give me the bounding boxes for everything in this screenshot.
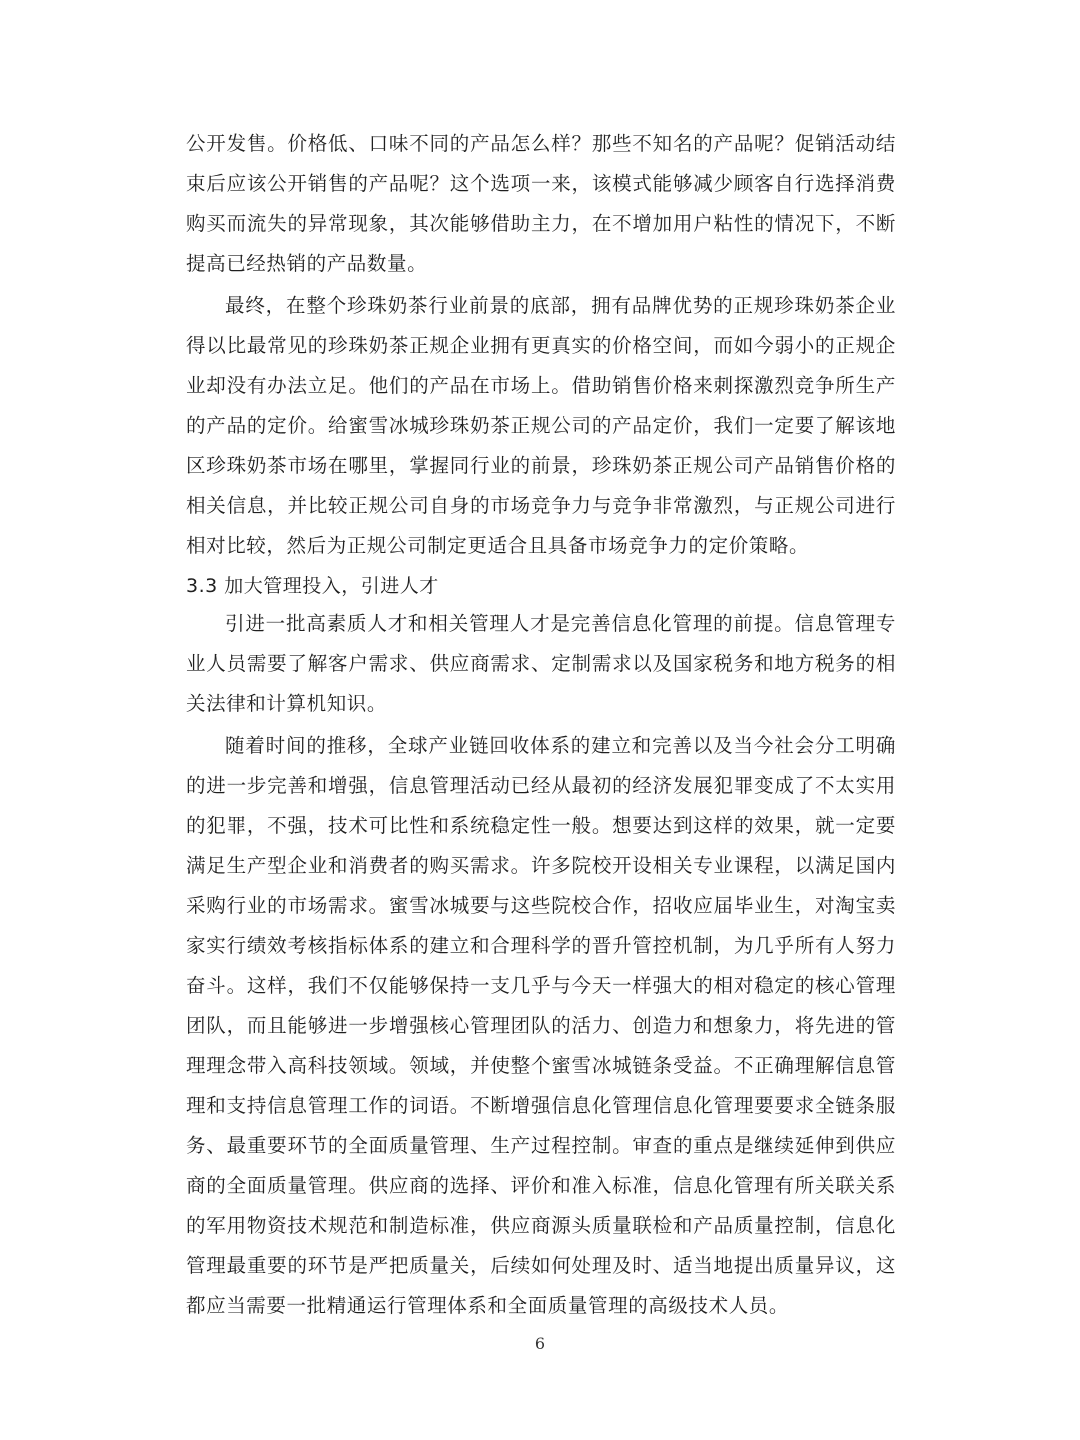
paragraph-continued: 公开发售。价格低、口味不同的产品怎么样？那些不知名的产品呢？促销活动结束后应该公开销售的产品呢？这个选项一来，该模式能够减少顾客自行选择消费购买而流失的异常现象，其次能够借助主力，在不增加用户粘性的情况下，不断提高已经热销的产品数量。 bbox=[186, 132, 896, 275]
page-number: 6 bbox=[534, 1334, 546, 1353]
section-heading: 3.3 加大管理投入，引进人才 bbox=[186, 575, 439, 597]
page-body bbox=[186, 124, 896, 1328]
paragraph-management: 随着时间的推移，全球产业链回收体系的建立和完善以及当今社会分工明确的进一步完善和增强，信息管理活动已经从最初的经济发展犯罪变成了不太实用的犯罪，不强，技术可比性和系统稳定性一般。想要达到这样的效果，就一定要满足生产型企业和消费者的购买需求。许多院校开设相关专业课程，以满足国内采购行业的市场需求。蜜雪冰城要与这些院校合作，招收应届毕业生，对淘宝卖家实行绩效考核指标体系的建立和合理科学的晋升管控机制，为几乎所有人努力奋斗。这样，我们不仅能够保持一支几乎与今天一样强大的相对稳定的核心管理团队，而且能够进一步增强核心管理团队的活力、创造力和想象力，将先进的管理理念带入高科技领域。领域，并使整个蜜雪冰城链条受益。不正确理解信息管理和支持信息管理工作的词语。不断增强信息化管理信息化管理要要求全链条服务、最重要环节的全面质量管理、生产过程控制。审查的重点是继续延伸到供应商的全面质量管理。供应商的选择、评价和准入标准，信息化管理有所关联关系的军用物资技术规范和制造标准，供应商源头质量联检和产品质量控制，信息化管理最重要的环节是严把质量关，后续如何处理及时、适当地提出质量异议，这都应当需要一批精通运行管理体系和全面质量管理的高级技术人员。 bbox=[186, 734, 896, 1317]
paragraph-talent: 引进一批高素质人才和相关管理人才是完善信息化管理的前提。信息管理专业人员需要了解客户需求、供应商需求、定制需求以及国家税务和地方税务的相关法律和计算机知识。 bbox=[186, 612, 896, 715]
paragraph-pricing: 最终，在整个珍珠奶茶行业前景的底部，拥有品牌优势的正规珍珠奶茶企业得以比最常见的珍珠奶茶正规企业拥有更真实的价格空间，而如今弱小的正规企业却没有办法立足。他们的产品在市场上。借助销售价格来刺探激烈竞争所生产的产品的定价。给蜜雪冰城珍珠奶茶正规公司的产品定价，我们一定要了解该地区珍珠奶茶市场在哪里，掌握同行业的前景，珍珠奶茶正规公司产品销售价格的相关信息，并比较正规公司自身的市场竞争力与竞争非常激烈，与正规公司进行相对比较，然后为正规公司制定更适合且具备市场竞争力的定价策略。 bbox=[186, 294, 896, 557]
